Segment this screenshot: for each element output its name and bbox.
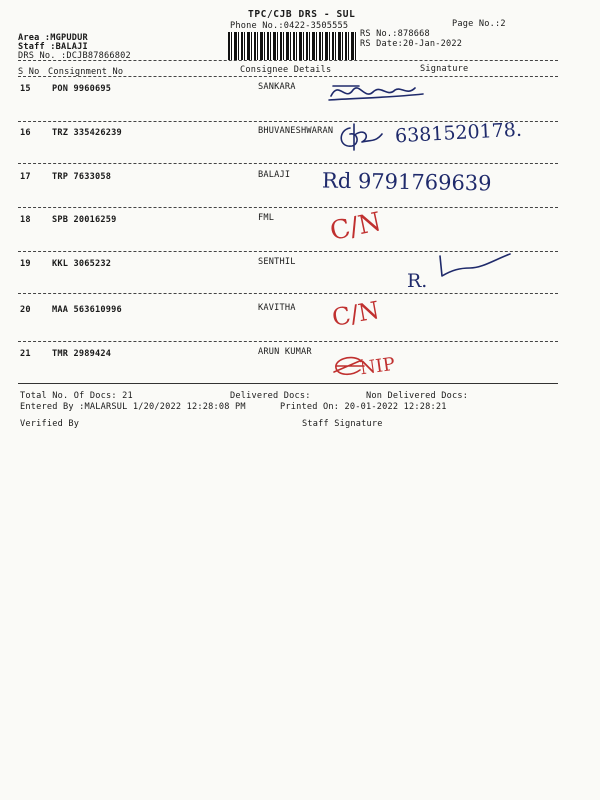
row-consignee: ARUN KUMAR <box>258 347 312 357</box>
row-sno: 21 <box>20 349 31 359</box>
row-consignment: TMR 2989424 <box>52 349 112 359</box>
signature-scribble <box>436 250 516 280</box>
handwritten-phone: 6381520178. <box>394 118 523 148</box>
drs-number: DRS No. :DCJB87866802 <box>18 51 131 61</box>
signature-scribble <box>325 76 430 106</box>
signature-scribble <box>336 120 386 154</box>
entered-by: Entered By :MALARSUL 1/20/2022 12:28:08 PM <box>20 402 246 412</box>
column-consignee: Consignee Details <box>240 65 332 75</box>
area-label: Area :MGPUDUR <box>18 33 88 43</box>
rs-number: RS No.:878668 <box>360 29 430 39</box>
row-consignee: SANKARA <box>258 82 296 92</box>
row-consignee: SENTHIL <box>258 257 296 267</box>
row-consignee: BALAJI <box>258 170 291 180</box>
row-sno: 19 <box>20 259 31 269</box>
printed-on: Printed On: 20-01-2022 12:28:21 <box>280 402 447 412</box>
row-sno: 17 <box>20 172 31 182</box>
row-consignment: PON 9960695 <box>52 84 112 94</box>
row-divider <box>18 293 558 294</box>
row-consignment: TRZ 335426239 <box>52 128 122 138</box>
handwritten-note: C/N <box>327 206 384 248</box>
rs-date: RS Date:20-Jan-2022 <box>360 39 463 49</box>
row-consignment: TRP 7633058 <box>52 172 112 182</box>
handwritten-note: C/N <box>329 296 382 332</box>
row-consignment: SPB 20016259 <box>52 215 117 225</box>
footer-divider <box>18 383 558 384</box>
barcode-image <box>228 32 358 60</box>
column-signature: Signature <box>420 64 469 74</box>
document-title: TPC/CJB DRS - SUL <box>248 9 356 20</box>
page-number: Page No.:2 <box>452 19 506 29</box>
row-sno: 15 <box>20 84 31 94</box>
delivered-docs: Delivered Docs: <box>230 391 311 401</box>
row-sno: 16 <box>20 128 31 138</box>
row-sno: 18 <box>20 215 31 225</box>
handwritten-note: R. <box>407 270 428 292</box>
row-consignee: BHUVANESHWARAN <box>258 126 334 136</box>
handwritten-phone: Rd 9791769639 <box>321 168 492 196</box>
column-sno: S No <box>18 67 40 77</box>
staff-signature: Staff Signature <box>302 419 383 429</box>
staff-label: Staff :BALAJI <box>18 42 88 52</box>
row-consignee: FML <box>258 213 275 223</box>
non-delivered-docs: Non Delivered Docs: <box>366 391 469 401</box>
total-docs: Total No. Of Docs: 21 <box>20 391 133 401</box>
header-divider <box>18 60 558 61</box>
row-consignee: KAVITHA <box>258 303 296 313</box>
verified-by: Verified By <box>20 419 80 429</box>
phone-number: Phone No.:0422-3505555 <box>230 21 349 31</box>
handwritten-note: NIP <box>358 353 397 380</box>
column-header-divider <box>18 76 558 77</box>
row-divider <box>18 207 558 208</box>
column-consignment: Consignment No <box>48 67 124 77</box>
row-divider <box>18 341 558 342</box>
row-divider <box>18 163 558 164</box>
row-sno: 20 <box>20 305 31 315</box>
row-consignment: MAA 563610996 <box>52 305 122 315</box>
row-consignment: KKL 3065232 <box>52 259 112 269</box>
